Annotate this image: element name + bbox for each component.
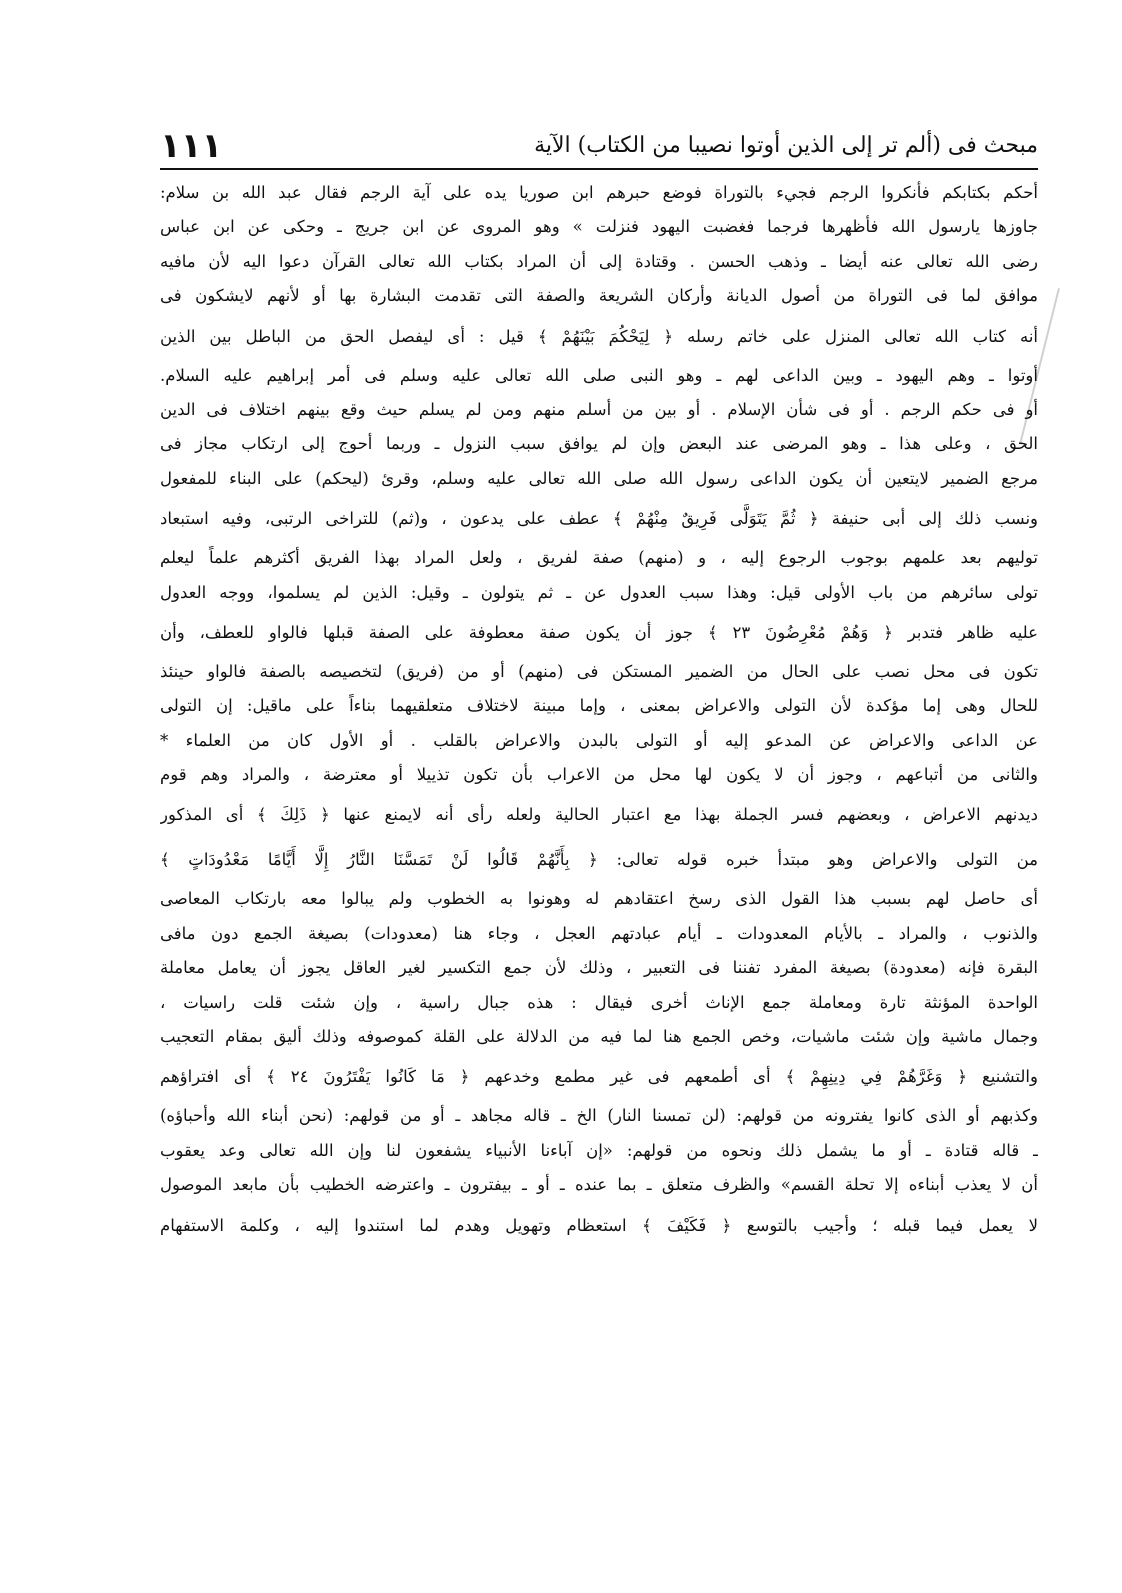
- text-line: أى حاصل لهم بسبب هذا القول الذى رسخ اعتقادهم له وهونوا به الخطوب ولم يبالوا معه بارتكاب المعاصى: [160, 889, 1038, 909]
- text-line: من التولى والاعراض وهو مبتدأ خبره قوله تعالى: ﴿ بِأَنَّهُمْ قَالُوا لَنْ تَمَسَّنَا النَّارُ إِلَّا أَيَّامًا مَعْدُودَاتٍ ﴾: [160, 850, 1038, 870]
- header-rule: [160, 168, 1038, 170]
- text-line: تكون فى محل نصب على الحال من الضمير المستكن فى (منهم) أو من (فريق) لتخصيصه بالصفة فالواو حينئذ: [160, 661, 1038, 681]
- text-line: أن لا يعذب أبناءه إلا تحلة القسم» والظرف متعلق ـ بما عنده ـ أو ـ بيفترون ـ واعترضه الخطيب بأن مابعد الموصول: [160, 1175, 1038, 1195]
- page-number: ١١١: [160, 126, 223, 166]
- text-line: الواحدة المؤنثة تارة ومعاملة جمع الإناث أخرى فيقال : هذه جبال راسية ، وإن شئت قلت راسيات ،: [160, 992, 1038, 1012]
- text-line: جاوزها يارسول الله فأظهرها فرجما فغضبت اليهود فنزلت » وهو المروى عن ابن جريج ـ وحكى عن ابن عباس: [160, 217, 1038, 237]
- running-title: مبحث فى (ألم تر إلى الذين أوتوا نصيبا من الكتاب) الآية: [534, 133, 1038, 158]
- text-line: الحق ، وعلى هذا ـ وهو المرضى عند البعض وإن لم يوافق سبب النزول ـ وربما أحوج إلى ارتكاب مجاز فى: [160, 434, 1038, 454]
- text-line: وكذبهم أو الذى كانوا يفترونه من قولهم: (لن تمسنا النار) الخ ـ قاله مجاهد ـ أو من قولهم: (نحن أبناء الله وأحباؤه): [160, 1106, 1038, 1126]
- text-line: مرجع الضمير لايتعين أن يكون الداعى رسول الله صلى الله تعالى عليه وسلم، وقرئ (ليحكم) على البناء للمفعول: [160, 468, 1038, 488]
- text-line: والذنوب ، والمراد ـ بالأيام المعدودات ـ أيام عبادتهم العجل ، وجاء هنا (معدودات) بصيغة الجمع دون مافى: [160, 923, 1038, 943]
- text-line: للحال وهى إما مؤكدة لأن التولى والاعراض بمعنى ، وإما مبينة لاختلاف متعلقيهما بناءاً على ماقيل: إن التولى: [160, 696, 1038, 716]
- text-line: ـ قاله قتادة ـ أو ما يشمل ذلك ونحوه من قولهم: «إن آباءنا الأنبياء يشفعون لنا وإن الله تعالى وعد يعقوب: [160, 1140, 1038, 1160]
- text-line: تولى سائرهم من باب الأولى قيل: وهذا سبب العدول عن ـ ثم يتولون ـ وقيل: الذين لم يسلموا، ووجه العدول: [160, 582, 1038, 602]
- body-text: [160, 176, 1038, 1248]
- text-line: والتشنيع ﴿ وَغَرَّهُمْ فِي دِينِهِمْ ﴾ أى أطمعهم فى غير مطمع وخدعهم ﴿ مَا كَانُوا يَفْتَرُونَ ٢٤ ﴾ أى افتراؤهم: [160, 1067, 1038, 1087]
- text-line: أوتوا ـ وهم اليهود ـ وبين الداعى لهم ـ وهو النبى صلى الله تعالى عليه وسلم فى أمر إبراهيم عليه السلام.: [160, 365, 1038, 385]
- text-line: أو فى حكم الرجم . أو فى شأن الإسلام . أو بين من أسلم منهم ومن لم يسلم حيث وقع بينهم اختلاف فى الدين: [160, 399, 1038, 419]
- text-line: لا يعمل فيما قبله ؛ وأجيب بالتوسع ﴿ فَكَيْفَ ﴾ استعظام وتهويل وهدم لما استندوا إليه ، وكلمة الاستفهام: [160, 1215, 1038, 1235]
- text-line: ديدنهم الاعراض ، وبعضهم فسر الجملة بهذا مع اعتبار الحالية ولعله رأى أنه لايمنع عنها ﴿ ذَلِكَ ﴾ أى المذكور: [160, 805, 1038, 825]
- text-line: عن الداعى والاعراض عن المدعو إليه أو التولى بالبدن والاعراض بالقلب . أو الأول كان من العلماء *: [160, 730, 1038, 750]
- text-line: موافق لما فى التوراة من أصول الديانة وأركان الشريعة والصفة التى تقدمت البشارة بها أو لأنهم لايشكون فى: [160, 286, 1038, 306]
- text-line: ونسب ذلك إلى أبى حنيفة ﴿ ثُمَّ يَتَوَلَّى فَرِيقٌ مِنْهُمْ ﴾ عطف على يدعون ، و(ثم) للتراخى الرتبى، وفيه استبعاد: [160, 509, 1038, 529]
- text-line: وجمال ماشية وإن شئت ماشيات، وخص الجمع هنا لما فيه من الدلالة على القلة كموصوفه وذلك أليق بمقام التعجيب: [160, 1027, 1038, 1047]
- text-line: والثانى من أتباعهم ، وجوز أن لا يكون لها محل من الاعراب بأن تكون تذييلا أو معترضة ، والمراد وهم قوم: [160, 765, 1038, 785]
- text-line: البقرة فإنه (معدودة) بصيغة المفرد تفننا فى التعبير ، وذلك لأن جمع التكسير لغير العاقل يجوز أن يعامل معاملة: [160, 958, 1038, 978]
- text-line: عليه ظاهر فتدبر ﴿ وَهُمْ مُعْرِضُونَ ٢٣ ﴾ جوز أن يكون صفة معطوفة على الصفة قبلها فالواو للعطف، وأن: [160, 622, 1038, 642]
- text-line: توليهم بعد علمهم بوجوب الرجوع إليه ، و (منهم) صفة لفريق ، ولعل المراد بهذا الفريق أكثرهم علماً ليعلم: [160, 548, 1038, 568]
- text-line: أنه كتاب الله تعالى المنزل على خاتم رسله ﴿ لِيَحْكُمَ بَيْنَهُمْ ﴾ قيل : أى ليفصل الحق من الباطل بين الذين: [160, 326, 1038, 346]
- page-header: [160, 118, 1038, 166]
- text-line: أحكم بكتابكم فأنكروا الرجم فجيء بالتوراة فوضع حبرهم ابن صوريا يده على آية الرجم فقال عبد الله بن سلام:: [160, 183, 1038, 202]
- text-line: رضى الله تعالى عنه أيضا ـ وذهب الحسن . وقتادة إلى أن المراد بكتاب الله تعالى القرآن دعوا اليه لأن مافيه: [160, 251, 1038, 271]
